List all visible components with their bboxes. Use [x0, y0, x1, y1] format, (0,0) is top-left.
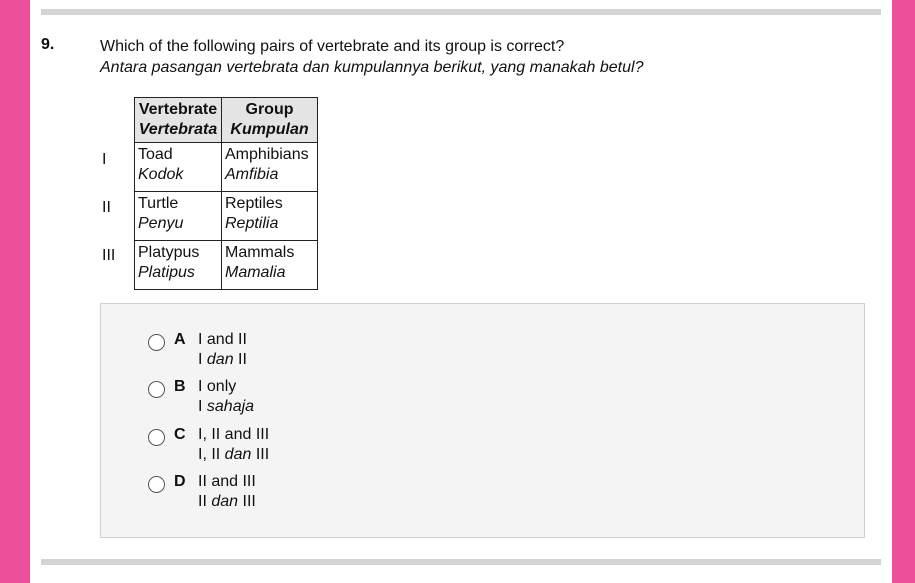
radio-option-b[interactable]: [148, 381, 165, 398]
cell-animal: [135, 143, 222, 192]
option-letter: D: [174, 473, 186, 490]
header-group-en: Group: [245, 101, 294, 118]
cell-group: [222, 143, 318, 192]
option-c[interactable]: [148, 426, 648, 470]
question-text-ms: Antara pasangan vertebrata dan kumpulannya berikut, yang manakah betul?: [100, 59, 644, 76]
vertebrate-table: [134, 97, 318, 290]
radio-option-d[interactable]: [148, 476, 165, 493]
group-ms: Reptilia: [225, 215, 279, 232]
option-text-en: I only: [198, 378, 237, 395]
group-ms: Mamalia: [225, 264, 286, 281]
animal-en: Turtle: [138, 195, 179, 212]
cell-animal: [135, 192, 222, 241]
animal-en: Toad: [138, 146, 173, 163]
table-row: [135, 143, 318, 192]
animal-ms: Platipus: [138, 264, 195, 281]
cell-group: [222, 241, 318, 290]
animal-en: Platypus: [138, 244, 200, 261]
animal-ms: Kodok: [138, 166, 184, 183]
group-ms: Amfibia: [225, 166, 279, 183]
option-text-ms: I sahaja: [198, 398, 255, 415]
table-row: [135, 241, 318, 290]
group-en: Reptiles: [225, 195, 283, 212]
radio-option-c[interactable]: [148, 429, 165, 446]
row-label-iii: III: [102, 247, 116, 264]
header-vertebrate-en: Vertebrate: [138, 101, 218, 118]
option-text-ms: II dan III: [198, 493, 256, 510]
animal-ms: Penyu: [138, 215, 184, 232]
header-group-ms: Kumpulan: [230, 121, 309, 138]
option-b[interactable]: [148, 378, 648, 422]
table-row: [135, 192, 318, 241]
question-number: 9.: [41, 36, 55, 53]
question-text: [100, 36, 643, 78]
option-text-ms: I, II dan III: [198, 446, 270, 463]
option-letter: A: [174, 331, 186, 348]
question-text-en: Which of the following pairs of vertebrate and its group is correct?: [100, 38, 565, 55]
group-en: Mammals: [225, 244, 295, 261]
header-group: [222, 98, 318, 143]
option-letter: C: [174, 426, 186, 443]
option-text-ms: I dan II: [198, 351, 247, 368]
option-text-en: I, II and III: [198, 426, 270, 443]
top-divider: [41, 9, 881, 15]
row-label-i: I: [102, 151, 107, 168]
option-d[interactable]: [148, 473, 648, 517]
header-vertebrate: [135, 98, 222, 143]
option-text-en: I and II: [198, 331, 247, 348]
option-text-en: II and III: [198, 473, 256, 490]
bottom-divider: [41, 559, 881, 565]
option-a[interactable]: [148, 331, 648, 375]
cell-animal: [135, 241, 222, 290]
row-label-ii: II: [102, 199, 111, 216]
option-letter: B: [174, 378, 186, 395]
radio-option-a[interactable]: [148, 334, 165, 351]
cell-group: [222, 192, 318, 241]
question-panel: [30, 0, 892, 583]
header-vertebrate-ms: Vertebrata: [138, 121, 218, 138]
answer-options: [100, 303, 865, 538]
group-en: Amphibians: [225, 146, 309, 163]
